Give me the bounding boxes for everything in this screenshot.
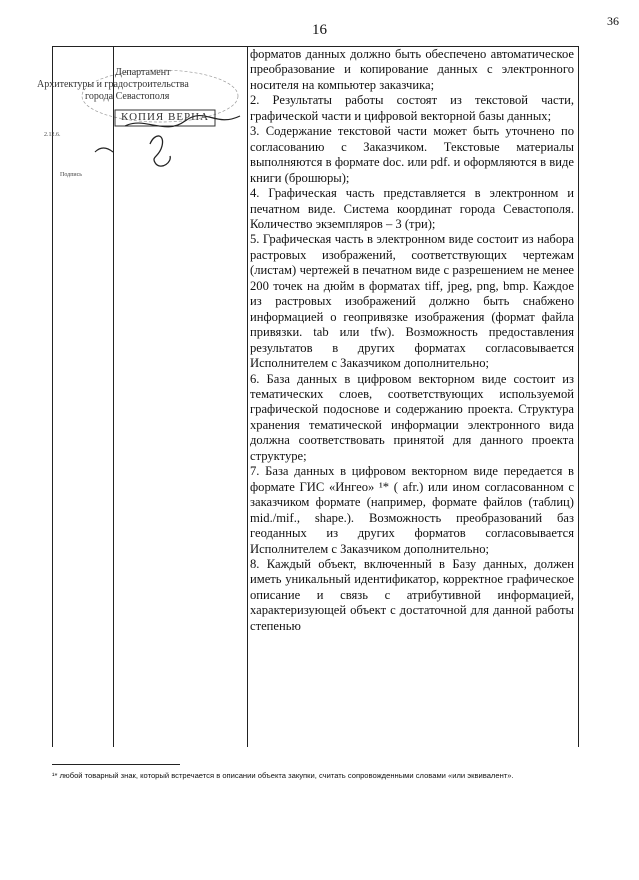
- stamp-line-4: КОПИЯ ВЕРНА: [121, 111, 210, 123]
- corner-number: 36: [607, 14, 619, 28]
- paragraph-7: 8. Каждый объект, включенный в Базу данных, должен иметь уникальный идентификатор, корректное графическое описание и связь с атрибутивной информацией, характеризующей объект с достаточной для данной работы степенью: [250, 556, 574, 633]
- stamp-line-1: Департамент: [115, 67, 171, 78]
- table-column-3: [250, 47, 574, 634]
- paragraph-3: 4. Графическая часть представляется в электронном и печатном виде. Система координат города Севастополя. Количество экземпляров – 3 (три);: [250, 186, 574, 231]
- stamp-label-date: 2.12.6.: [44, 132, 61, 138]
- paragraph-0: форматов данных должно быть обеспечено автоматическое преобразование и копирование данных с электронного носителя на компьютер заказчика;: [250, 47, 574, 92]
- paragraph-4: 5. Графическая часть в электронном виде состоит из набора растровых изображений, соответствующих чертежам (листам) чертежей в печатном виде с разрешением не менее 200 точек на дюйм в форматах tiff, jpeg, png, bmp. Каждое из растровых изображений должно быть снабжено информацией о геопривязке изображения (формат файла привязки. tab или tfw). Возможность предоставления результатов в других форматах согласовывается Исполнителем с Заказчиком дополнительно;: [250, 232, 574, 371]
- paragraph-6: 7. База данных в цифровом векторном виде передается в формате ГИС «Ингео» ¹* ( afr.) или ином согласованном с заказчиком формате (например, формате файлов (таблиц) mid./mif., shape.). Возможность преобразований баз геоданных из других форматов согласовывается Исполнителем с Заказчиком дополнительно;: [250, 464, 574, 556]
- paragraph-1: 2. Результаты работы состоят из текстовой части, графической части и цифровой векторной базы данных;: [250, 93, 574, 123]
- stamp-line-3: города Севастополя: [85, 91, 170, 102]
- footnote: ¹* любой товарный знак, который встречается в описании объекта закупки, считать сопровожденными словами «или эквивалент».: [52, 771, 514, 780]
- paragraph-5: 6. База данных в цифровом векторном виде состоит из тематических слоев, соответствующих используемой графической подоснове и содержанию проекта. Структура хранения тематической информации электронного вида должна соответствовать принятой для данного проекта структуре;: [250, 371, 574, 463]
- page-number: 16: [312, 22, 327, 38]
- stamp-line-2: Архитектуры и градостроительства: [37, 79, 189, 90]
- stamp-label-signature: Подпись: [60, 172, 83, 178]
- footnote-rule: [52, 764, 180, 765]
- paragraph-2: 3. Содержание текстовой части может быть уточнено по согласованию с Заказчиком. Текстовые материалы выполняются в формате doc. или pdf. и оформляются в виде книги (брошюры);: [250, 124, 574, 185]
